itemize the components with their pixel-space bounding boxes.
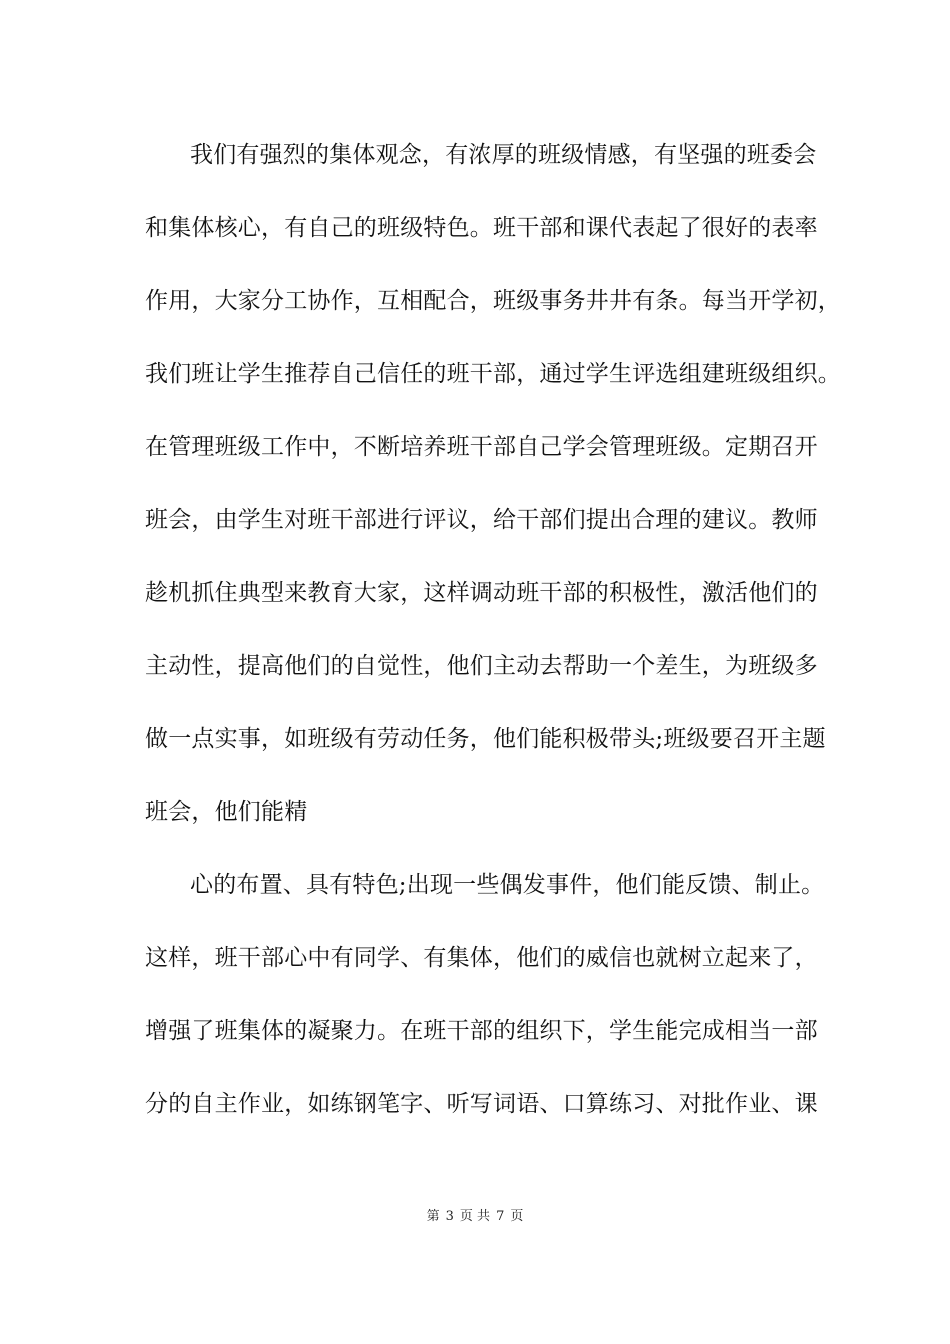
paragraph-line: 趁机抓住典型来教育大家，这样调动班干部的积极性，激活他们的: [145, 580, 818, 606]
paragraph-line: 作用，大家分工协作，互相配合，班级事务井井有条。每当开学初，: [145, 288, 841, 314]
paragraph-line: 心的布置、具有特色;出现一些偶发事件，他们能反馈、制止。: [190, 872, 825, 898]
paragraph-line: 这样，班干部心中有同学、有集体，他们的威信也就树立起来了，: [145, 945, 818, 971]
footer-mid: 页 共: [459, 1209, 491, 1224]
paragraph-line: 我们班让学生推荐自己信任的班干部，通过学生评选组建班级组织。: [145, 361, 841, 387]
paragraph-line: 增强了班集体的凝聚力。在班干部的组织下，学生能完成相当一部: [145, 1018, 818, 1044]
current-page-number: 3: [445, 1209, 454, 1224]
paragraph-line: 分的自主作业，如练钢笔字、听写词语、口算练习、对批作业、课: [145, 1091, 818, 1117]
footer-suffix: 页: [510, 1209, 524, 1224]
footer-prefix: 第: [426, 1209, 440, 1224]
total-pages-number: 7: [496, 1209, 505, 1224]
paragraph-line: 我们有强烈的集体观念，有浓厚的班级情感，有坚强的班委会: [190, 142, 817, 168]
paragraph-line: 和集体核心，有自己的班级特色。班干部和课代表起了很好的表率: [145, 215, 818, 241]
paragraph-line: 做一点实事，如班级有劳动任务，他们能积极带头;班级要召开主题: [145, 726, 826, 752]
paragraph-line: 班会，由学生对班干部进行评议，给干部们提出合理的建议。教师: [145, 507, 818, 533]
paragraph-line: 在管理班级工作中，不断培养班干部自己学会管理班级。定期召开: [145, 434, 818, 460]
paragraph-line: 班会，他们能精: [145, 799, 308, 825]
page-footer: [0, 1208, 950, 1226]
paragraph-line: 主动性，提高他们的自觉性，他们主动去帮助一个差生，为班级多: [145, 653, 818, 679]
